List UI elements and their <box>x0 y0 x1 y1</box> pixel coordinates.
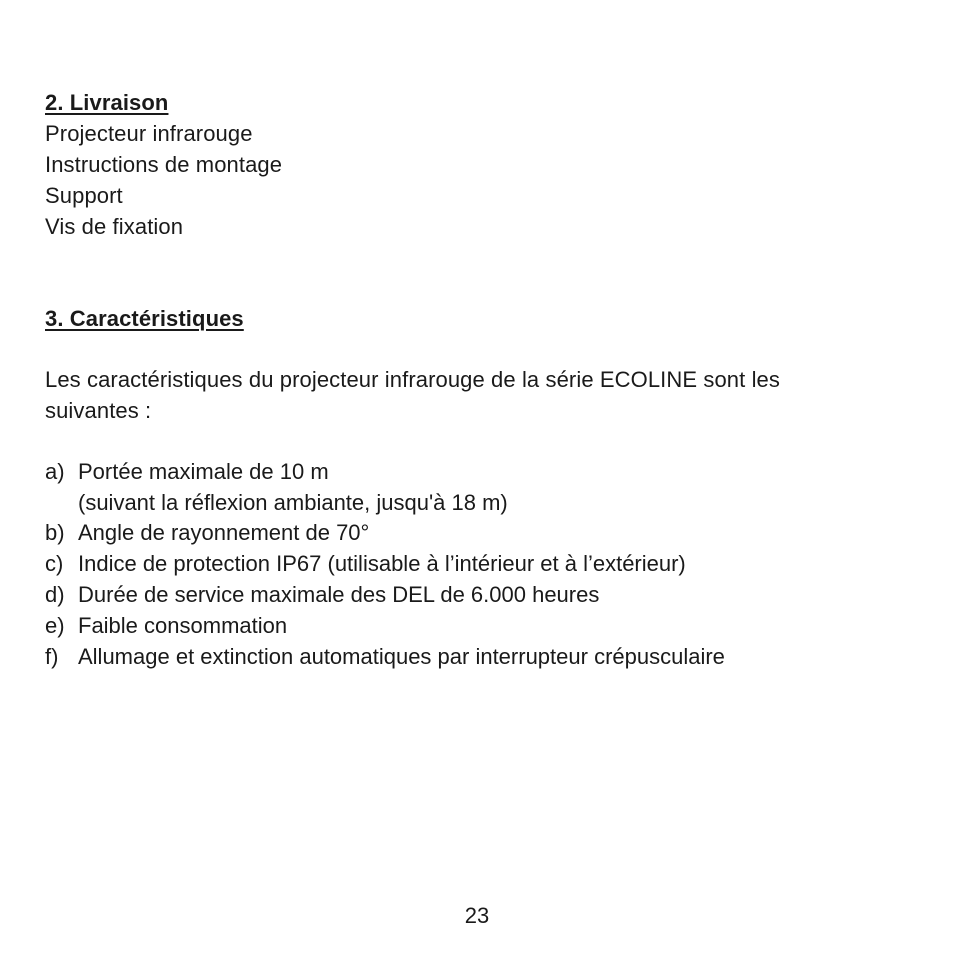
list-marker: a) <box>45 459 65 484</box>
intro-paragraph-line: Les caractéristiques du projecteur infrarouge de la série ECOLINE sont les <box>45 367 780 392</box>
delivery-item: Instructions de montage <box>45 152 283 177</box>
intro-paragraph-line: suivantes : <box>45 398 152 423</box>
delivery-item: Vis de fixation <box>45 214 184 239</box>
list-marker: c) <box>45 551 64 576</box>
list-marker: b) <box>45 520 65 545</box>
delivery-item: Support <box>45 183 123 208</box>
delivery-item: Projecteur infrarouge <box>45 121 253 146</box>
feature-item-a <box>45 456 329 487</box>
section-heading-caracteristiques: 3. Caractéristiques <box>45 306 244 331</box>
feature-text: Angle de rayonnement de 70° <box>78 520 370 545</box>
feature-item-c <box>45 548 686 579</box>
list-marker: e) <box>45 613 65 638</box>
feature-text: (suivant la réflexion ambiante, jusqu'à 18 m) <box>78 490 508 515</box>
feature-item-e <box>45 610 287 641</box>
list-marker: f) <box>45 644 59 669</box>
feature-item-d <box>45 579 599 610</box>
feature-text: Allumage et extinction automatiques par interrupteur crépusculaire <box>78 644 725 669</box>
document-page <box>45 0 925 954</box>
feature-text: Durée de service maximale des DEL de 6.000 heures <box>78 582 600 607</box>
feature-item-a-continuation <box>45 487 508 518</box>
feature-text: Faible consommation <box>78 613 288 638</box>
section-heading-livraison: 2. Livraison <box>45 90 169 115</box>
list-marker: d) <box>45 582 65 607</box>
feature-text: Indice de protection IP67 (utilisable à l’intérieur et à l’extérieur) <box>78 551 686 576</box>
feature-item-b <box>45 517 369 548</box>
feature-item-f <box>45 641 725 672</box>
page-number: 23 <box>464 903 490 928</box>
feature-text: Portée maximale de 10 m <box>78 459 329 484</box>
